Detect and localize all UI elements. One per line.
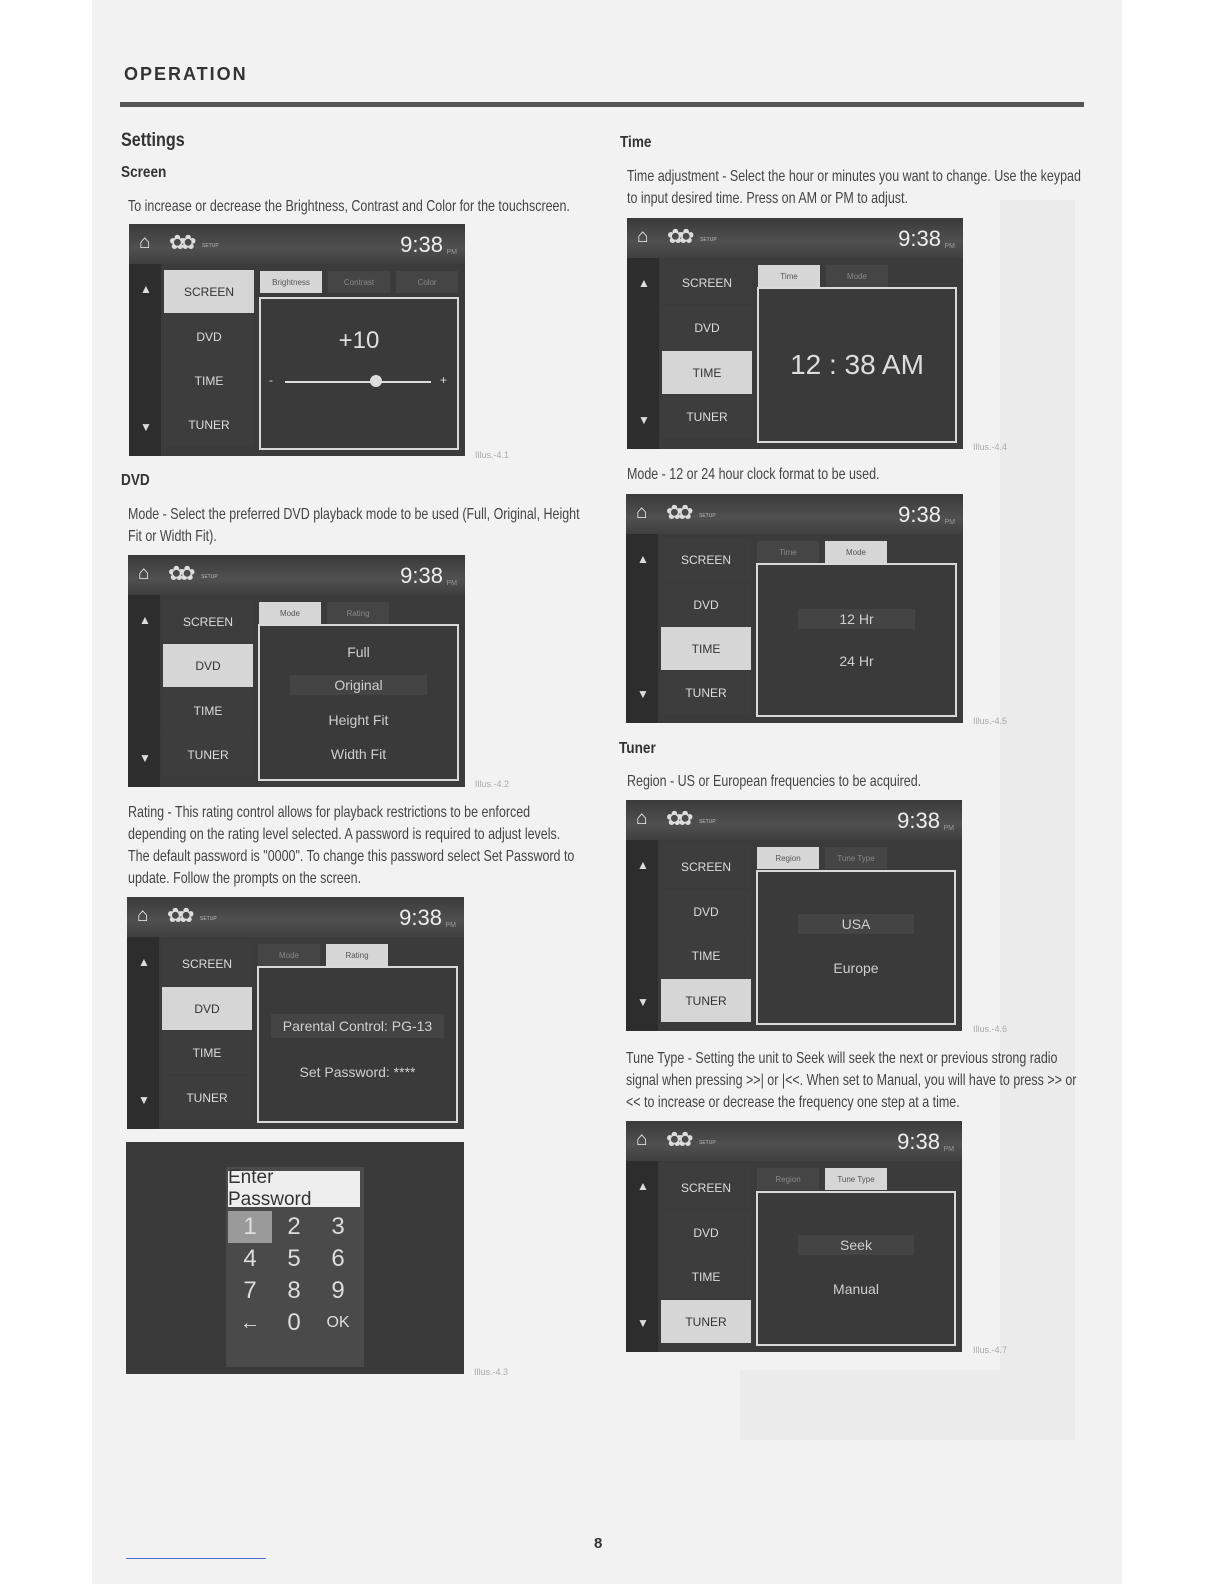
tab-brightness[interactable]: Brightness <box>260 271 322 293</box>
plus-label: + <box>439 373 447 387</box>
home-icon[interactable]: ⌂ <box>636 808 648 829</box>
key-1[interactable]: 1 <box>228 1211 272 1243</box>
key-2[interactable]: 2 <box>287 1213 301 1240</box>
minus-label: - <box>269 373 273 387</box>
scan-shadow <box>740 1370 1075 1440</box>
key-7[interactable]: 7 <box>243 1277 257 1304</box>
menu-dvd[interactable]: DVD <box>661 583 751 626</box>
tab-mode[interactable]: Mode <box>825 541 887 563</box>
arrow-down-icon[interactable]: ▼ <box>638 413 650 427</box>
dvd-rating-screenshot <box>127 897 464 1129</box>
tab-region[interactable]: Region <box>757 847 819 869</box>
home-icon[interactable]: ⌂ <box>636 1129 648 1150</box>
set-password[interactable]: Set Password: **** <box>299 1064 416 1080</box>
setup-label: SETUP <box>200 916 217 922</box>
clock: 9:38 <box>898 502 941 527</box>
gear-icon[interactable]: ✿✿ <box>666 1129 688 1151</box>
tunetype-text: Tune Type - Setting the unit to Seek will seek the next or previous strong radio signal when pressing >>| or |<<. When set to Manual, you will have to press >> or << to increase or decrease the frequency one step at a time. <box>626 1050 1077 1111</box>
menu-screen[interactable]: SCREEN <box>164 270 254 313</box>
gear-icon[interactable]: ✿✿ <box>169 232 191 254</box>
slider-knob[interactable] <box>370 375 382 387</box>
tab-rating[interactable]: Rating <box>327 602 389 624</box>
arrow-down-icon[interactable]: ▼ <box>140 420 152 434</box>
key-0[interactable]: 0 <box>287 1309 301 1336</box>
enter-password-screenshot <box>126 1142 464 1374</box>
menu-screen[interactable]: SCREEN <box>162 942 252 985</box>
clock: 9:38 <box>898 226 941 251</box>
ampm-label: PM <box>943 825 954 832</box>
option-height-fit[interactable]: Height Fit <box>328 712 389 728</box>
key-4[interactable]: 4 <box>243 1245 257 1272</box>
ampm-label: PM <box>446 249 457 256</box>
clock: 9:38 <box>400 232 443 257</box>
menu-tuner[interactable]: TUNER <box>661 979 751 1022</box>
option-europe[interactable]: Europe <box>833 960 879 976</box>
screen-text: To increase or decrease the Brightness, Contrast and Color for the touchscreen. <box>128 198 570 215</box>
tab-contrast[interactable]: Contrast <box>328 271 390 293</box>
home-icon[interactable]: ⌂ <box>138 563 150 584</box>
menu-dvd[interactable]: DVD <box>662 306 752 349</box>
clock: 9:38 <box>400 563 443 588</box>
option-full[interactable]: Full <box>347 644 370 660</box>
key-9[interactable]: 9 <box>331 1277 345 1304</box>
setup-label: SETUP <box>201 574 218 580</box>
region-text: Region - US or European frequencies to be acquired. <box>627 773 922 790</box>
gear-icon[interactable]: ✿✿ <box>168 563 190 585</box>
home-icon[interactable]: ⌂ <box>636 502 648 523</box>
brightness-slider[interactable] <box>285 381 431 383</box>
menu-screen[interactable]: SCREEN <box>163 600 253 643</box>
menu-tuner[interactable]: TUNER <box>661 671 751 714</box>
section-header: OPERATION <box>124 64 248 84</box>
home-icon[interactable]: ⌂ <box>637 226 649 247</box>
option-12hr[interactable]: 12 Hr <box>798 609 915 629</box>
option-manual[interactable]: Manual <box>833 1281 879 1297</box>
menu-time[interactable]: TIME <box>162 1031 252 1074</box>
gear-icon[interactable]: ✿✿ <box>667 226 689 248</box>
menu-tuner[interactable]: TUNER <box>162 1076 252 1119</box>
dvd-title: DVD <box>121 472 150 489</box>
menu-dvd[interactable]: DVD <box>164 315 254 358</box>
home-icon[interactable]: ⌂ <box>137 905 149 926</box>
menu-screen[interactable]: SCREEN <box>661 845 751 888</box>
tab-tune-type[interactable]: Tune Type <box>825 847 887 869</box>
caption-4-3: Illus.-4.3 <box>474 1367 509 1377</box>
arrow-up-icon[interactable]: ▲ <box>139 613 151 627</box>
menu-dvd[interactable]: DVD <box>163 644 253 687</box>
setup-label: SETUP <box>699 819 716 825</box>
menu-time[interactable]: TIME <box>164 359 254 402</box>
menu-time[interactable]: TIME <box>661 934 751 977</box>
ampm-label: PM <box>943 1146 954 1153</box>
caption-4-4: Illus.-4.4 <box>973 442 1008 452</box>
clock: 9:38 <box>897 808 940 833</box>
gear-icon[interactable]: ✿✿ <box>167 905 189 927</box>
tab-tune-type[interactable]: Tune Type <box>825 1168 887 1190</box>
option-width-fit[interactable]: Width Fit <box>330 746 387 762</box>
clock: 9:38 <box>897 1129 940 1154</box>
arrow-up-icon[interactable]: ▲ <box>637 552 649 566</box>
tab-mode[interactable]: Mode <box>259 602 321 624</box>
menu-dvd[interactable]: DVD <box>661 890 751 933</box>
tuner-region-screenshot <box>626 800 962 1031</box>
brightness-value: +10 <box>338 327 380 354</box>
key-5[interactable]: 5 <box>287 1245 301 1272</box>
menu-time[interactable]: TIME <box>163 689 253 732</box>
tab-region[interactable]: Region <box>757 1168 819 1190</box>
setup-label: SETUP <box>699 1140 716 1146</box>
enter-password-title: Enter Password <box>228 1171 360 1207</box>
time-mode-screenshot <box>626 494 963 723</box>
menu-screen[interactable]: SCREEN <box>662 261 752 304</box>
tab-time[interactable]: Time <box>757 541 819 563</box>
option-24hr[interactable]: 24 Hr <box>839 653 874 669</box>
key-8[interactable]: 8 <box>287 1277 301 1304</box>
menu-screen[interactable]: SCREEN <box>661 538 751 581</box>
arrow-down-icon[interactable]: ▼ <box>637 995 649 1009</box>
option-seek[interactable]: Seek <box>798 1235 914 1255</box>
rating-text: Rating - This rating control allows for playback restrictions to be enforced depending on the rating level selected. A password is required to adjust levels. The default password is "0000". To change this password select Set Password to update. Follow the prompts on the screen. <box>128 804 575 887</box>
mode-text: Mode - 12 or 24 hour clock format to be used. <box>627 466 880 483</box>
arrow-down-icon[interactable]: ▼ <box>138 1093 150 1107</box>
caption-4-7: Illus.-4.7 <box>973 1345 1008 1355</box>
ampm-label: PM <box>944 243 955 250</box>
header-rule <box>120 102 1084 107</box>
tab-time[interactable]: Time <box>758 265 820 287</box>
screen-settings-screenshot <box>129 224 465 456</box>
menu-screen[interactable]: SCREEN <box>661 1166 751 1209</box>
caption-4-2: Illus.-4.2 <box>475 779 510 789</box>
option-original[interactable]: Original <box>290 675 427 695</box>
scan-shadow <box>1000 200 1075 1440</box>
arrow-down-icon[interactable]: ▼ <box>139 751 151 765</box>
arrow-up-icon[interactable]: ▲ <box>638 276 650 290</box>
dvd-text: Mode - Select the preferred DVD playback mode to be used (Full, Original, Height Fit or Width Fit). <box>128 506 580 545</box>
footer-line <box>126 1558 266 1559</box>
key-6[interactable]: 6 <box>331 1245 345 1272</box>
clock: 9:38 <box>399 905 442 930</box>
menu-time[interactable]: TIME <box>661 1255 751 1298</box>
menu-dvd[interactable]: DVD <box>162 987 252 1030</box>
arrow-down-icon[interactable]: ▼ <box>637 1316 649 1330</box>
arrow-up-icon[interactable]: ▲ <box>637 858 649 872</box>
menu-tuner[interactable]: TUNER <box>661 1300 751 1343</box>
ampm-label: PM <box>445 922 456 929</box>
menu-tuner[interactable]: TUNER <box>163 733 253 776</box>
menu-tuner[interactable]: TUNER <box>662 395 752 438</box>
tab-rating[interactable]: Rating <box>326 944 388 966</box>
menu-time[interactable]: TIME <box>662 351 752 394</box>
option-usa[interactable]: USA <box>798 914 914 934</box>
time-title: Time <box>620 134 652 151</box>
time-value[interactable]: 12 : 38 AM <box>790 349 924 380</box>
tab-mode[interactable]: Mode <box>826 265 888 287</box>
setup-label: SETUP <box>700 237 717 243</box>
time-adjust-screenshot <box>627 218 963 449</box>
ampm-label: PM <box>446 580 457 587</box>
tuner-title: Tuner <box>619 740 656 757</box>
key-3[interactable]: 3 <box>331 1213 345 1240</box>
arrow-up-icon[interactable]: ▲ <box>637 1179 649 1193</box>
home-icon[interactable]: ⌂ <box>139 232 151 253</box>
ampm-label: PM <box>944 519 955 526</box>
menu-dvd[interactable]: DVD <box>661 1211 751 1254</box>
arrow-down-icon[interactable]: ▼ <box>637 687 649 701</box>
tuner-tunetype-screenshot <box>626 1121 962 1352</box>
settings-title: Settings <box>121 130 185 151</box>
page-number: 8 <box>594 1535 603 1552</box>
caption-4-5: Illus.-4.5 <box>973 716 1008 726</box>
gear-icon[interactable]: ✿✿ <box>666 502 688 524</box>
setup-label: SETUP <box>699 513 716 519</box>
tab-color[interactable]: Color <box>396 271 458 293</box>
key-ok[interactable]: OK <box>326 1314 350 1331</box>
gear-icon[interactable]: ✿✿ <box>666 808 688 830</box>
arrow-up-icon[interactable]: ▲ <box>138 955 150 969</box>
dvd-mode-screenshot <box>128 555 465 787</box>
screen-title: Screen <box>121 164 167 181</box>
menu-time[interactable]: TIME <box>661 627 751 670</box>
tab-mode[interactable]: Mode <box>258 944 320 966</box>
backspace-icon[interactable]: ← <box>240 1311 260 1334</box>
setup-label: SETUP <box>202 243 219 249</box>
caption-4-6: Illus.-4.6 <box>973 1024 1008 1034</box>
caption-4-1: Illus.-4.1 <box>475 450 510 460</box>
time-text: Time adjustment - Select the hour or minutes you want to change. Use the keypad to input desired time. Press on AM or PM to adjust. <box>627 168 1081 207</box>
parental-control[interactable]: Parental Control: PG-13 <box>271 1014 444 1038</box>
menu-tuner[interactable]: TUNER <box>164 403 254 446</box>
arrow-up-icon[interactable]: ▲ <box>140 282 152 296</box>
